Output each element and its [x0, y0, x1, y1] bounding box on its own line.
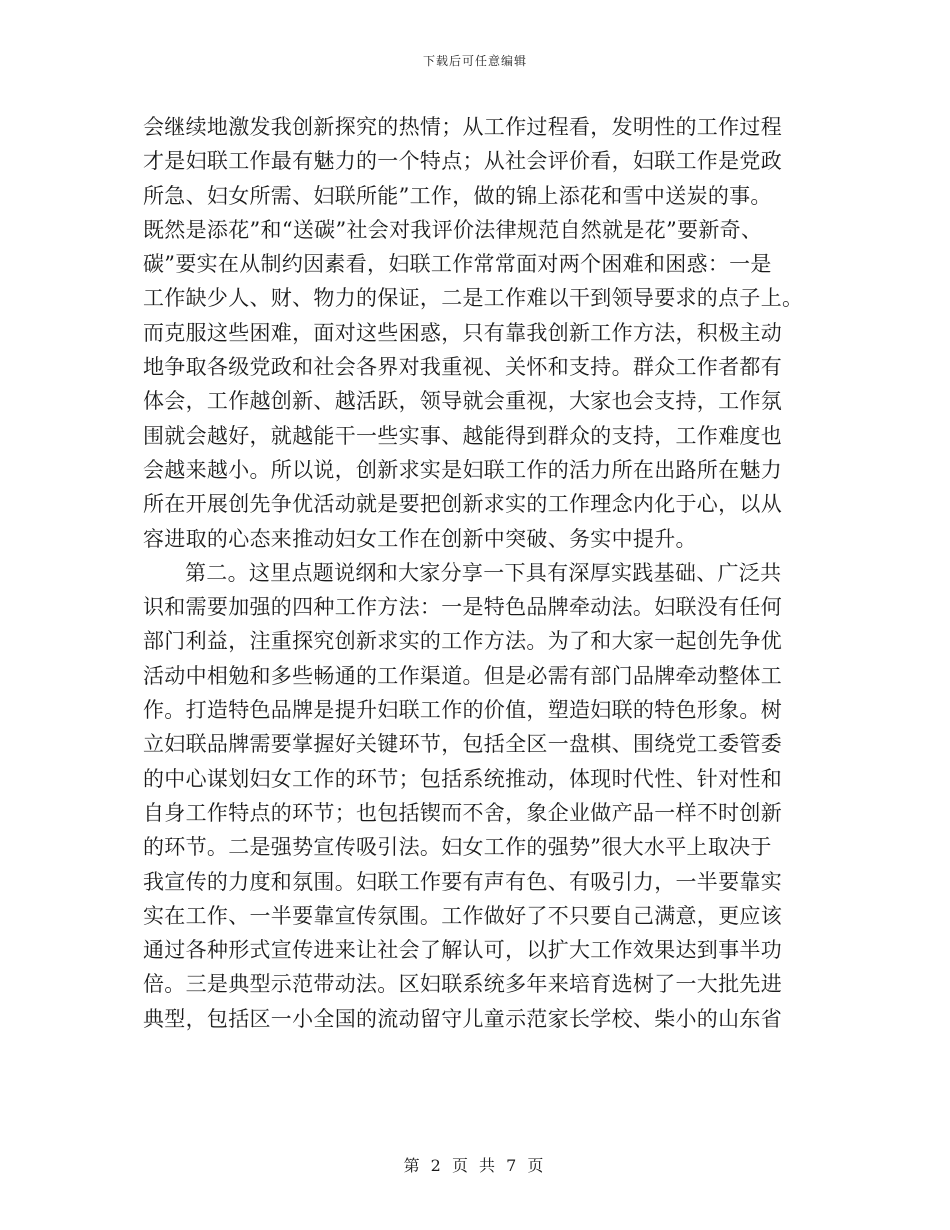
body-line: 识和需要加强的四种工作方法：一是特色品牌牵动法。妇联没有任何	[143, 595, 782, 620]
body-line: 活动中相勉和多些畅通的工作渠道。但是必需有部门品牌牵动整体工	[143, 663, 782, 688]
body-line: 容进取的心态来推动妇女工作在创新中突破、务实中提升。	[143, 526, 697, 551]
body-line: 实在工作、一半要靠宣传氛围。工作做好了不只要自己满意，更应该	[143, 903, 782, 928]
body-line: 而克服这些困难，面对这些困惑，只有靠我创新工作方法，积极主动	[143, 320, 782, 345]
page-number: 第 2 页 共 7 页	[403, 1156, 547, 1175]
body-line: 作。打造特色品牌是提升妇联工作的价值，塑造妇联的特色形象。树	[143, 698, 782, 723]
body-line: 围就会越好，就越能干一些实事、越能得到群众的支持，工作难度也	[143, 423, 782, 448]
paragraph-start-line: 第二。这里点题说纲和大家分享一下具有深厚实践基础、广泛共	[185, 560, 782, 585]
body-line: 所在开展创先争优活动就是要把创新求实的工作理念内化于心，以从	[143, 492, 782, 517]
body-line: 的中心谋划妇女工作的环节；包括系统推动，体现时代性、针对性和	[143, 766, 782, 791]
page-header: 下载后可任意编辑	[422, 54, 527, 68]
body-line: 碳”要实在从制约因素看，妇联工作常常面对两个困难和困惑：一是	[143, 252, 772, 277]
body-line: 部门利益，注重探究创新求实的工作方法。为了和大家一起创先争优	[143, 629, 782, 654]
body-line: 立妇联品牌需要掌握好关键环节，包括全区一盘棋、围绕党工委管委	[143, 732, 782, 757]
body-line: 通过各种形式宣传进来让社会了解认可，以扩大工作效果达到事半功	[143, 938, 782, 963]
body-line: 我宣传的力度和氛围。妇联工作要有声有色、有吸引力，一半要靠实	[143, 869, 782, 894]
body-line: 的环节。二是强势宣传吸引法。妇女工作的强势”很大水平上取决于	[143, 835, 772, 860]
document-body	[143, 110, 808, 1036]
body-line: 自身工作特点的环节；也包括锲而不舍，象企业做产品一样不时创新	[143, 800, 782, 825]
body-line: 地争取各级党政和社会各界对我重视、关怀和支持。群众工作者都有	[143, 355, 782, 380]
body-line: 才是妇联工作最有魅力的一个特点；从社会评价看，妇联工作是党政	[143, 149, 782, 174]
body-line: 会越来越小。所以说，创新求实是妇联工作的活力所在出路所在魅力	[143, 457, 782, 482]
body-line: 会继续地激发我创新探究的热情；从工作过程看，发明性的工作过程	[143, 115, 782, 139]
body-line: 倍。三是典型示范带动法。区妇联系统多年来培育选树了一大批先进	[143, 972, 782, 997]
body-line: 工作缺少人、财、物力的保证，二是工作难以干到领导要求的点子上。	[143, 286, 804, 311]
body-line: 既然是添花”和“送碳”社会对我评价法律规范自然就是花”要新奇、	[143, 217, 763, 242]
body-line: 所急、妇女所需、妇联所能”工作，做的锦上添花和雪中送炭的事。	[143, 183, 772, 208]
body-line: 典型，包括区一小全国的流动留守儿童示范家长学校、柴小的山东省	[143, 1006, 782, 1031]
body-line: 体会，工作越创新、越活跃，领导就会重视，大家也会支持，工作氛	[143, 389, 782, 414]
